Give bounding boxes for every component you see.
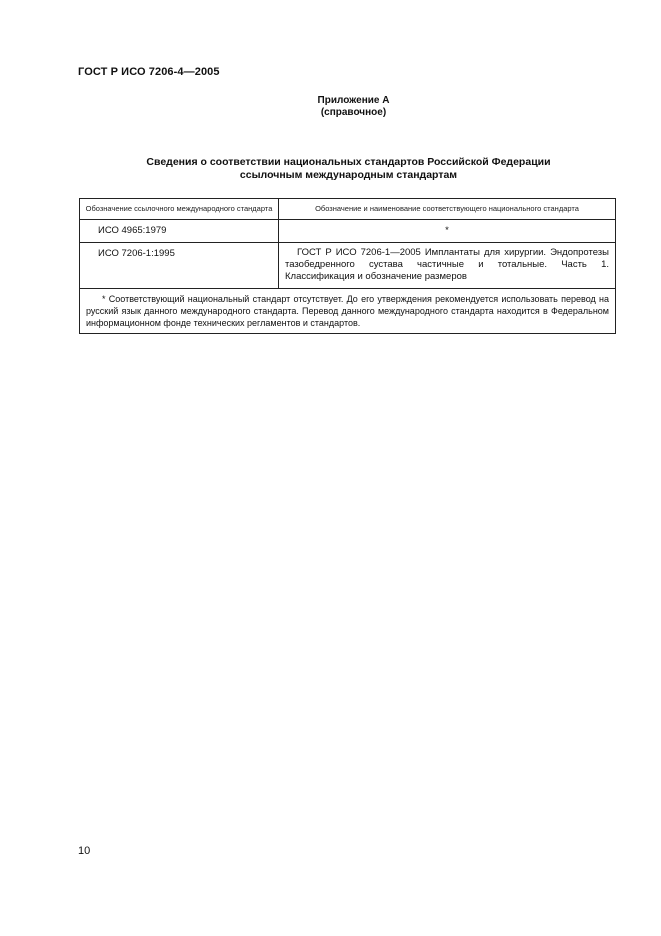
national-standard-cell: ГОСТ Р ИСО 7206-1—2005 Имплантаты для хирургии. Эндопротезы тазобедренного сустава частичные и тотальные. Часть 1. Классификация и обозначение размеров bbox=[279, 243, 616, 289]
column-header-reference: Обозначение ссылочного международного стандарта bbox=[80, 199, 279, 220]
reference-standard-cell: ИСО 4965:1979 bbox=[80, 220, 279, 243]
section-heading bbox=[0, 156, 661, 182]
document-code: ГОСТ Р ИСО 7206-4—2005 bbox=[78, 66, 220, 78]
national-standard-cell: * bbox=[279, 220, 616, 243]
table-footnote: * Соответствующий национальный стандарт отсутствует. До его утверждения рекомендуется использовать перевод на русский язык данного международного стандарта. Перевод данного международного стандарта находится в Федеральном информационном фонде технических регламентов и стандартов. bbox=[80, 289, 616, 334]
page-number: 10 bbox=[78, 845, 91, 857]
reference-standard-cell: ИСО 7206-1:1995 bbox=[80, 243, 279, 289]
appendix-subtitle: (справочное) bbox=[320, 107, 387, 118]
heading-line-1: Сведения о соответствии национальных стандартов Российской Федерации bbox=[146, 156, 551, 168]
table-header-row bbox=[80, 199, 616, 220]
appendix-title: Приложение А bbox=[317, 95, 390, 106]
heading-line-2: ссылочным международным стандартам bbox=[239, 169, 458, 181]
column-header-national: Обозначение и наименование соответствующего национального стандарта bbox=[279, 199, 616, 220]
correspondence-table bbox=[79, 198, 616, 334]
appendix-label bbox=[0, 95, 661, 119]
table-row bbox=[80, 243, 616, 289]
table-footnote-row bbox=[80, 289, 616, 334]
table-row bbox=[80, 220, 616, 243]
